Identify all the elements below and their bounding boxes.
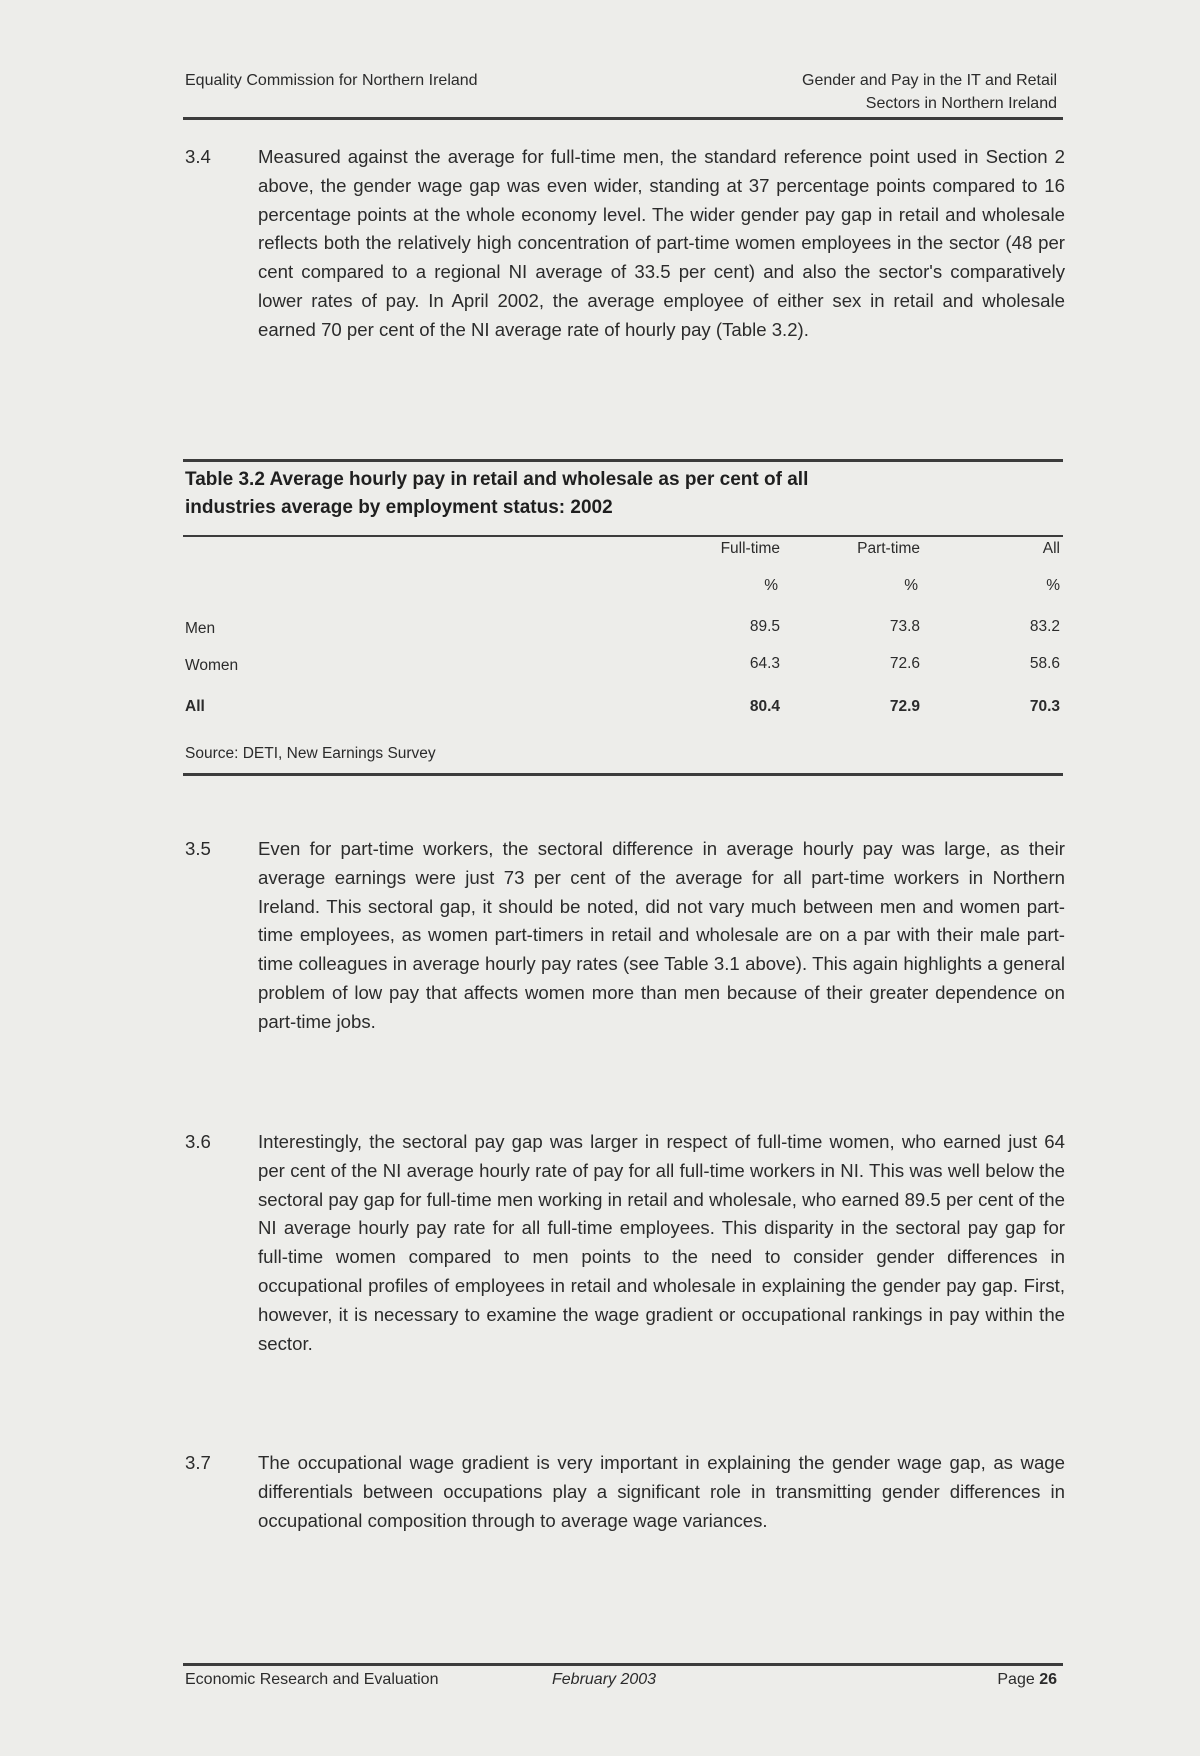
footer-page-label: Page (997, 1671, 1035, 1688)
women-full-time: 64.3 (749, 655, 780, 672)
row-label-all: All (185, 698, 205, 715)
paragraph-text: Even for part-time workers, the sectoral difference in average hourly pay was large, as their average earnings were just 73 per cent of the average for all part-time workers in Northern Ireland. This sectoral gap, it should be noted, did not vary much between men and women part-time employees, as women part-timers in retail and wholesale are on a par with their male part-time colleagues in average hourly pay rates (see Table 3.1 above). This again highlights a general problem of low pay that affects women more than men because of their greater dependence on part-time jobs. (258, 838, 1065, 1032)
header-rule (183, 117, 1063, 120)
paragraph-3-5 (185, 835, 1065, 1037)
women-all: 58.6 (1029, 655, 1060, 672)
men-all: 83.2 (1029, 618, 1060, 635)
paragraph-number: 3.7 (185, 1452, 211, 1473)
header-left: Equality Commission for Northern Ireland (185, 72, 478, 89)
column-header-part-time: Part-time (857, 540, 920, 557)
paragraph-number: 3.4 (185, 146, 211, 167)
footer-date: February 2003 (552, 1671, 657, 1688)
table-bottom-rule (183, 773, 1063, 776)
footer-page (997, 1671, 1057, 1689)
all-all: 70.3 (1029, 698, 1060, 715)
header-right-line2: Sectors in Northern Ireland (865, 95, 1057, 112)
paragraph-3-4 (185, 143, 1065, 345)
unit-part-time: % (904, 577, 918, 594)
paragraph-number: 3.6 (185, 1131, 211, 1152)
header-right-line1: Gender and Pay in the IT and Retail (802, 72, 1057, 89)
women-part-time: 72.6 (889, 655, 920, 672)
paragraph-text: The occupational wage gradient is very important in explaining the gender wage gap, as wage differentials between occupations play a significant role in transmitting gender differences in occupational composition through to average wage variances. (258, 1452, 1065, 1531)
paragraph-3-6 (185, 1128, 1065, 1358)
table-top-rule (183, 459, 1063, 462)
table-source: Source: DETI, New Earnings Survey (185, 745, 436, 762)
column-header-full-time: Full-time (720, 540, 780, 557)
men-part-time: 73.8 (889, 618, 920, 635)
paragraph-number: 3.5 (185, 838, 211, 859)
table-header-rule (183, 535, 1063, 537)
footer-page-number: 26 (1039, 1671, 1057, 1688)
paragraph-text: Interestingly, the sectoral pay gap was larger in respect of full-time women, who earned just 64 per cent of the NI average hourly rate of pay for all full-time workers in NI. This was well below the sectoral pay gap for full-time men working in retail and wholesale, who earned 89.5 per cent of the NI average hourly pay rate for all full-time employees. This disparity in the sectoral pay gap for full-time women compared to men points to the need to consider gender differences in occupational profiles of employees in retail and wholesale in explaining the gender pay gap. First, however, it is necessary to examine the wage gradient or occupational rankings in pay within the sector. (258, 1131, 1065, 1354)
footer-rule (183, 1663, 1063, 1666)
row-label-women: Women (185, 657, 239, 674)
paragraph-text: Measured against the average for full-time men, the standard reference point used in Section 2 above, the gender wage gap was even wider, standing at 37 percentage points compared to 16 percentage points at the whole economy level. The wider gender pay gap in retail and wholesale reflects both the relatively high concentration of part-time women employees in the sector (48 per cent compared to a regional NI average of 33.5 per cent) and also the sector's comparatively lower rates of pay. In April 2002, the average employee of either sex in retail and wholesale earned 70 per cent of the NI average rate of hourly pay (Table 3.2). (258, 146, 1065, 340)
row-label-men: Men (185, 620, 216, 637)
column-header-all: All (1042, 540, 1060, 557)
unit-full-time: % (764, 577, 778, 594)
unit-all: % (1046, 577, 1060, 594)
table-title-line2: industries average by employment status: 2002 (185, 497, 613, 518)
all-part-time: 72.9 (889, 698, 920, 715)
table-title (185, 466, 1045, 522)
header-right (802, 69, 1057, 115)
all-full-time: 80.4 (749, 698, 780, 715)
footer-left: Economic Research and Evaluation (185, 1671, 439, 1688)
paragraph-3-7 (185, 1449, 1065, 1535)
table-title-line1: Table 3.2 Average hourly pay in retail and wholesale as per cent of all (185, 469, 809, 490)
men-full-time: 89.5 (749, 618, 780, 635)
